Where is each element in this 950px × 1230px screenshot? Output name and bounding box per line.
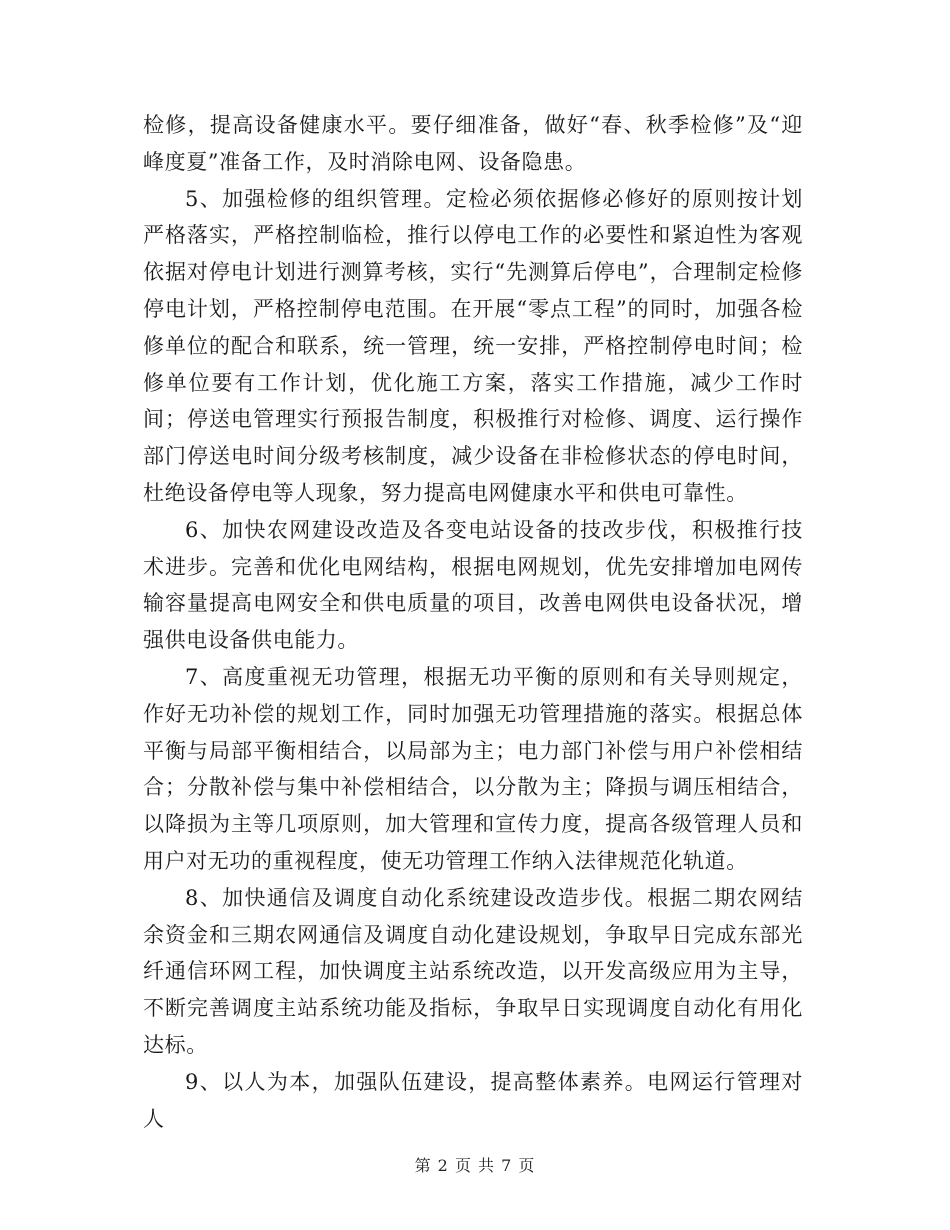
paragraph-item-9: 9、以人为本，加强队伍建设，提高整体素养。电网运行管理对人: [143, 1069, 803, 1131]
document-body: [143, 107, 803, 1137]
page-number-label: 第 2 页 共 7 页: [414, 1156, 536, 1175]
page-footer: [0, 1153, 950, 1176]
paragraph-item-7: 7、高度重视无功管理，根据无功平衡的原则和有关导则规定，作好无功补偿的规划工作，同时加强无功管理措施的落实。根据总体平衡与局部平衡相结合，以局部为主；电力部门补偿与用户补偿相结合；分散补偿与集中补偿相结合，以分散为主；降损与调压相结合，以降损为主等几项原则，加大管理和宣传力度，提高各级管理人员和用户对无功的重视程度，使无功管理工作纳入法律规范化轨道。: [143, 664, 803, 873]
paragraph-item-8: 8、加快通信及调度自动化系统建设改造步伐。根据二期农网结余资金和三期农网通信及调度自动化建设规划，争取早日完成东部光纤通信环网工程，加快调度主站系统改造，以开发高级应用为主导，不断完善调度主站系统功能及指标，争取早日实现调度自动化有用化达标。: [143, 885, 803, 1057]
paragraph-item-6: 6、加快农网建设改造及各变电站设备的技改步伐，积极推行技术进步。完善和优化电网结构，根据电网规划，优先安排增加电网传输容量提高电网安全和供电质量的项目，改善电网供电设备状况，增强供电设备供电能力。: [143, 517, 803, 653]
paragraph-item-5: 5、加强检修的组织管理。定检必须依据修必修好的原则按计划严格落实，严格控制临检，推行以停电工作的必要性和紧迫性为客观依据对停电计划进行测算考核，实行“先测算后停电”，合理制定检修停电计划，严格控制停电范围。在开展“零点工程”的同时，加强各检修单位的配合和联系，统一管理，统一安排，严格控制停电时间；检修单位要有工作计划，优化施工方案，落实工作措施，减少工作时间；停送电管理实行预报告制度，积极推行对检修、调度、运行操作部门停送电时间分级考核制度，减少设备在非检修状态的停电时间，杜绝设备停电等人现象，努力提高电网健康水平和供电可靠性。: [143, 186, 803, 505]
paragraph-continued: 检修，提高设备健康水平。要仔细准备，做好“春、秋季检修”及“迎峰度夏”准备工作，及时消除电网、设备隐患。: [143, 113, 803, 174]
